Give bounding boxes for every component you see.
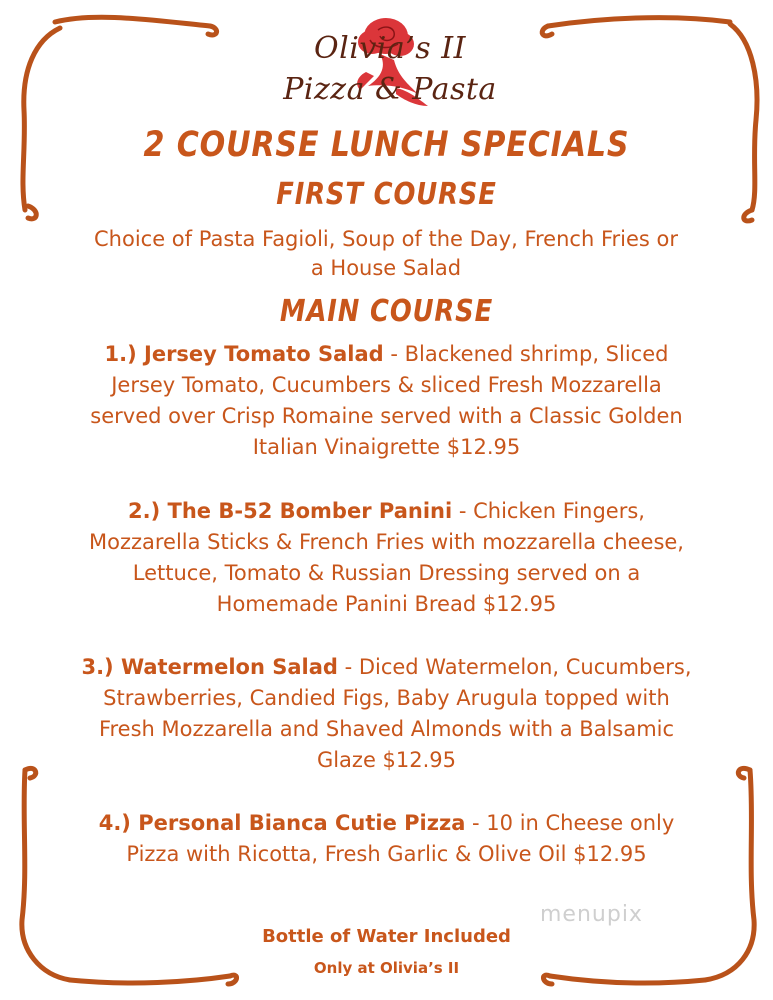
menu-item-description: - Chicken Fingers, Mozzarella Sticks & French Fries with mozzarella cheese, Lettuce, Tomato & Russian Dressing served on a Homemade Panini Bread $12.95	[89, 499, 684, 616]
footer-tagline: Only at Olivia’s II	[313, 959, 460, 977]
menu-item-title: 4.) Personal Bianca Cutie Pizza	[98, 811, 466, 835]
watermark: menupix	[540, 902, 643, 927]
menu-item-description: - Blackened shrimp, Sliced Jersey Tomato, Cucumbers & sliced Fresh Mozzarella served over Crisp Romaine served with a Classic Golden Italian Vinaigrette $12.95	[90, 342, 683, 459]
menu-item-title: 3.) Watermelon Salad	[81, 655, 338, 679]
first-course-heading: FIRST COURSE	[276, 177, 497, 212]
menu-item	[78, 652, 695, 776]
menu-item-title: 1.) Jersey Tomato Salad	[104, 342, 384, 366]
menu-item-title: 2.) The B-52 Bomber Panini	[128, 499, 453, 523]
footer-note: Bottle of Water Included	[262, 926, 511, 947]
page-title: 2 COURSE LUNCH SPECIALS	[143, 125, 630, 165]
logo-line-2: Pizza & Pasta	[283, 72, 497, 107]
menu-item	[78, 496, 695, 620]
main-course-heading: MAIN COURSE	[279, 294, 494, 329]
menu-item-description: - 10 in Cheese only Pizza with Ricotta, Fresh Garlic & Olive Oil $12.95	[126, 811, 675, 866]
menu-item-description: - Diced Watermelon, Cucumbers, Strawberries, Candied Figs, Baby Arugula topped with Fresh Mozzarella and Shaved Almonds with a Balsamic Glaze $12.95	[98, 655, 692, 772]
menu-item	[78, 339, 695, 463]
restaurant-logo	[270, 14, 510, 114]
menu-item	[78, 808, 695, 870]
first-course-description: Choice of Pasta Fagioli, Soup of the Day, French Fries or a House Salad	[94, 227, 678, 280]
logo-line-1: Olivia’s II	[314, 31, 466, 66]
